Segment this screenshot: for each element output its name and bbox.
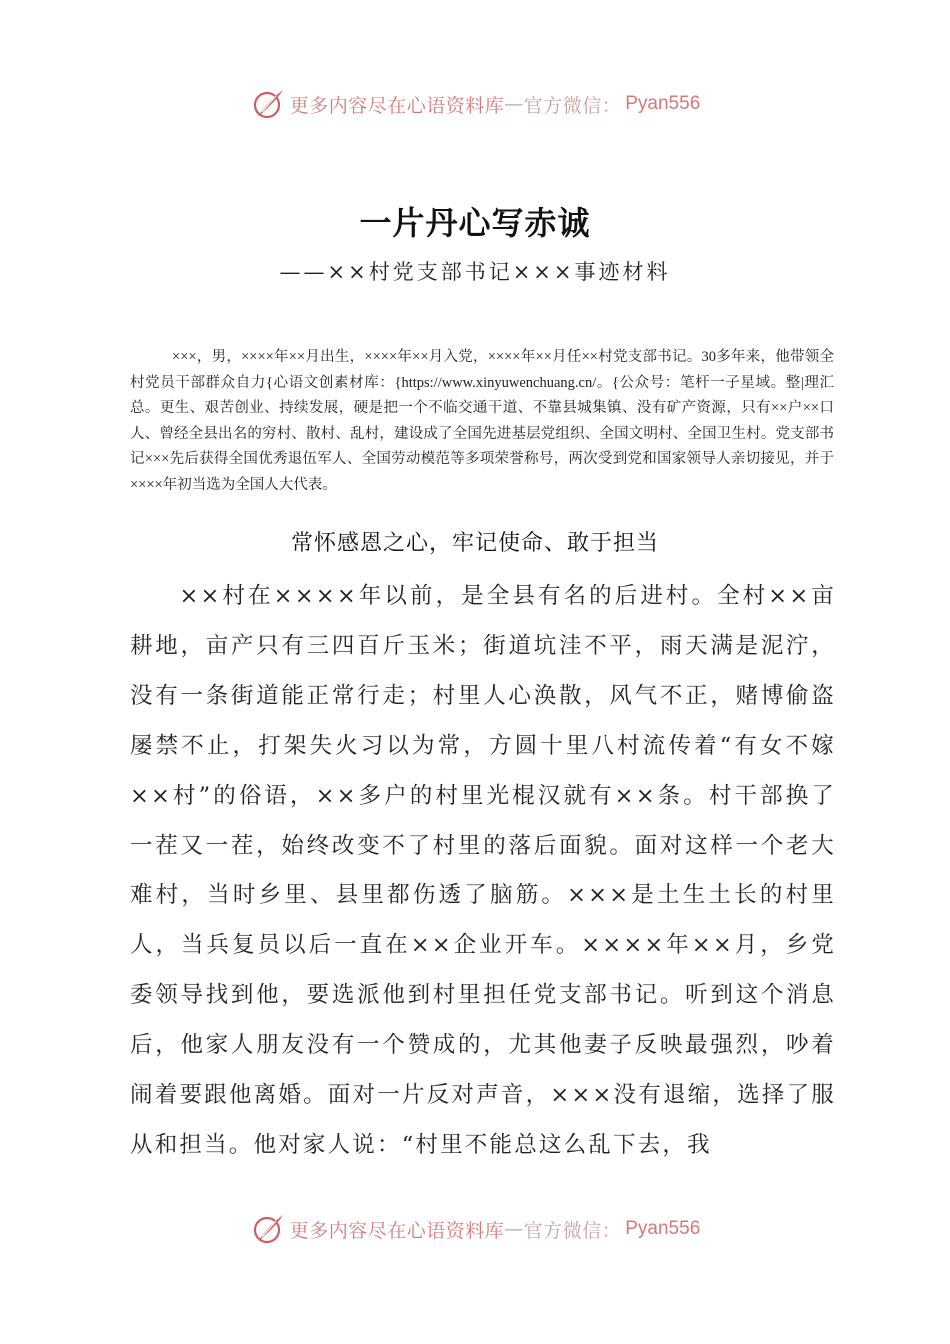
- footer-banner-text: 更多内容尽在心语资料库: [289, 1219, 505, 1242]
- quill-logo-icon: [250, 1211, 286, 1247]
- document-title: 一片丹心写赤诚: [359, 204, 591, 242]
- header-banner-text: 更多内容尽在心语资料库: [289, 94, 505, 117]
- header-wechat-id: Pyan556: [625, 93, 701, 114]
- footer-wechat-id: Pyan556: [625, 1218, 701, 1239]
- footer-wechat-label: 官方微信：: [523, 1219, 622, 1242]
- header-banner: [0, 84, 950, 124]
- section-heading: 常怀感恩之心，牢记使命、敢于担当: [290, 531, 659, 556]
- quill-logo-icon: [250, 86, 286, 122]
- intro-paragraph: ×××，男，××××年××月出生，××××年××月入党，××××年××月任××村党支部书记。30多年来，他带领全村党员干部群众自力{心语文创素材库：{https://www.xinyuwenchuang.cn/。{公众号：笔杆一子星域。整|理汇总。更生、艰苦创业、持续发展，硬是把一个不临交通干道、不靠县城集镇、没有矿产资源，只有××户××口人、曾经全县出名的穷村、散村、乱村，建设成了全国先进基层党组织、全国文明村、全国卫生村。党支部书记×××先后获得全国优秀退伍军人、全国劳动模范等多项荣誉称号，两次受到党和国家领导人亲切接见，并于××××年初当选为全国人大代表。: [130, 349, 834, 493]
- header-banner-dash: —: [504, 93, 524, 115]
- body-paragraph: ××村在××××年以前，是全县有名的后进村。全村××亩耕地，亩产只有三四百斤玉米；街道坑洼不平，雨天满是泥泞，没有一条街道能正常行走；村里人心涣散，风气不正，赌博偷盗屡禁不止，打架失火习以为常，方圆十里八村流传着“有女不嫁××村”的俗语，××多户的村里光棍汉就有××条。村干部换了一茬又一茬，始终改变不了村里的落后面貌。面对这样一个老大难村，当时乡里、县里都伤透了脑筋。×××是土生土长的村里人，当兵复员以后一直在××企业开车。××××年××月，乡党委领导找到他，要选派他到村里担任党支部书记。听到这个消息后，他家人朋友没有一个赞成的，尤其他妻子反映最强烈，吵着闹着要跟他离婚。面对一片反对声音，×××没有退缩，选择了服从和担当。他对家人说：“村里不能总这么乱下去，我: [130, 583, 836, 1158]
- header-wechat-label: 官方微信：: [523, 94, 622, 117]
- document-subtitle: ——××村党支部书记×××事迹材料: [279, 260, 671, 284]
- footer-banner: [0, 1209, 950, 1249]
- footer-banner-dash: —: [504, 1218, 524, 1240]
